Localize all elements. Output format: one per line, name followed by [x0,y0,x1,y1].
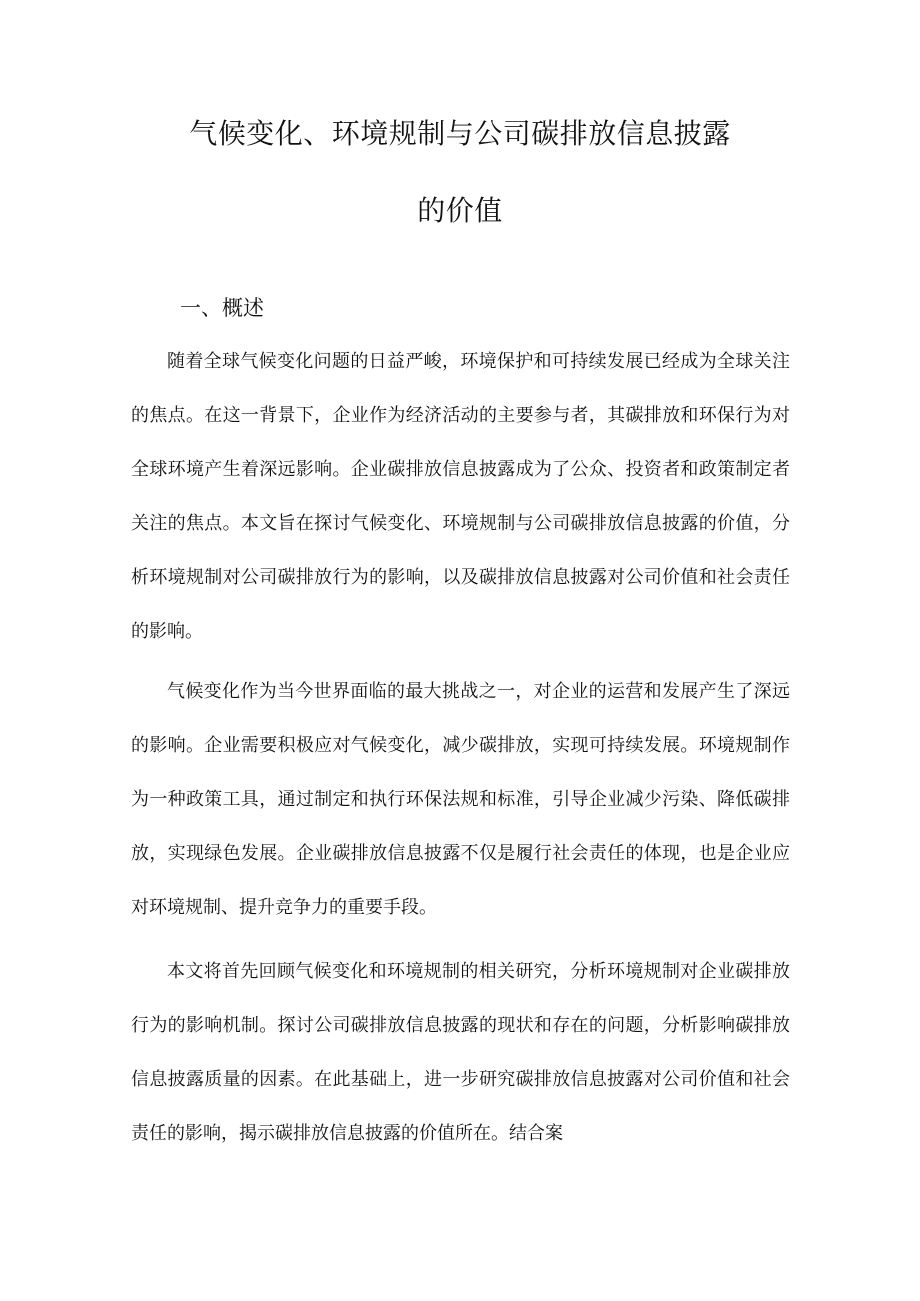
paragraph-1: 随着全球气候变化问题的日益严峻，环境保护和可持续发展已经成为全球关注的焦点。在这一背景下，企业作为经济活动的主要参与者，其碳排放和环保行为对全球环境产生着深远影响。企业碳排放信息披露成为了公众、投资者和政策制定者关注的焦点。本文旨在探讨气候变化、环境规制与公司碳排放信息披露的价值，分析环境规制对公司碳排放行为的影响，以及碳排放信息披露对公司价值和社会责任的影响。 [131,351,790,642]
paragraph-2: 气候变化作为当今世界面临的最大挑战之一，对企业的运营和发展产生了深远的影响。企业需要积极应对气候变化，减少碳排放，实现可持续发展。环境规制作为一种政策工具，通过制定和执行环保法规和标准，引导企业减少污染、降低碳排放，实现绿色发展。企业碳排放信息披露不仅是履行社会责任的体现，也是企业应对环境规制、提升竞争力的重要手段。 [131,681,790,918]
document-title-line-1: 气候变化、环境规制与公司碳排放信息披露 [189,117,731,150]
paragraph-3-block [131,945,790,1161]
paragraph-2-block [131,665,790,935]
document-title-line-2: 的价值 [417,194,503,227]
section-heading: 一、概述 [180,296,264,320]
paragraph-1-block [131,335,790,659]
paragraph-3: 本文将首先回顾气候变化和环境规制的相关研究，分析环境规制对企业碳排放行为的影响机制。探讨公司碳排放信息披露的现状和存在的问题，分析影响碳排放信息披露质量的因素。在此基础上，进一步研究碳排放信息披露对公司价值和社会责任的影响，揭示碳排放信息披露的价值所在。结合案 [131,961,790,1144]
